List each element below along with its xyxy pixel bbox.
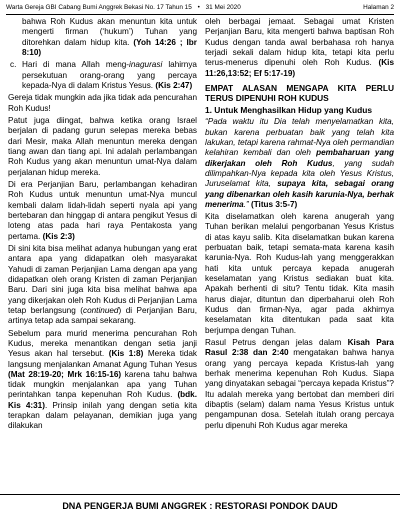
header-info [6,4,245,11]
scripture-ref: (Kis 2:47) [155,80,193,90]
scripture-ref: (Kis 2:3) [42,231,75,241]
text: Sebelum para murid menerima pencurahan Roh Kudus, mereka menantikan dengan setia janji Yesus akan hal tersebut. [8,328,197,359]
text: Rasul Petrus dengan jelas dalam [205,338,348,348]
paragraph [205,17,394,79]
scripture-ref: (Yoh 14:26 ; Ibr 8:10) [22,37,197,57]
paragraph [8,329,197,432]
page-footer: DNA PENGERJA BUMI ANGGREK : RESTORASI PONDOK DAUD [0,494,400,516]
text: Di sini kita bisa melihat adanya hubungan yang erat antara apa yang didapatkan oleh masyarakat Yahudi di zaman Perjanjian Lama dengan apa yang didapatkan oleh orang Kristen di zaman Perjanjian Baru. Dari sini juga kita bisa melihat bahwa apa yang dikerjakan oleh Roh Kudus di Perjanjian Lama tetap berlangsung ( [8,243,197,315]
text: , yang sudah dilimpahkan-Nya kepada kita oleh Yesus Kristus, Juruselamat kita, [205,158,394,189]
text: karena tahu bahwa tidak mungkin menjalankan apa yang Tuhan perintahkan tanpa kepenuhan Roh Kudus. [8,369,198,400]
bible-quote [205,117,394,210]
section-heading: EMPAT ALASAN MENGAPA KITA PERLU TERUS DIPENUHI ROH KUDUS [205,82,394,104]
text: Hari di mana Allah meng- [22,60,130,70]
list-marker: c. [10,60,17,70]
scripture-ref: Kisah Para Rasul 2:38 dan 2:40 [205,338,394,358]
paragraph [8,180,197,242]
scripture-ref: (Titus 3:5-7) [250,199,298,209]
text: Di era Perjanjian Baru, perlambangan kehadiran Roh Kudus untuk menuntun umat-Nya muncul kembali dalam lidah-lidah seperti nyala api yang bertebaran dan hinggap di antara pengikut Yesus di loteng atas pada hari raya Pentakosta yang pertama. [8,179,197,241]
paragraph: Gereja tidak mungkin ada jika tidak ada pencurahan Roh Kudus! [8,93,197,113]
scripture-ref: (Kis 11:26,13:52; Ef 5:17-19) [205,58,394,78]
italic-term: continued [82,305,119,315]
text: Mereka tidak langsung menjalankan Amanat Agung Tuhan Yesus [8,349,197,369]
emphasis: supaya kita, sebagai orang yang dibenarkan oleh kasih karunia-Nya, berhak menerima [205,179,394,209]
paragraph [8,244,197,327]
text: . Prinsip inilah yang dengan setia kita terapkan dalam pelayanan, demikian juga yang dilakukan [8,400,197,431]
text: bahwa Roh Kudus akan menuntun kita untuk mengerti firman (‘hukum’) Tuhan yang ditorehkan dalam hidup kita. [22,17,197,47]
text: ) di Perjanjian Baru, artinya tetap ada sampai sekarang. [8,305,197,326]
scripture-ref: (Mat 28:19-20; Mrk 16:15-16) [8,369,122,379]
right-column [205,17,394,433]
page-header [6,0,394,15]
scripture-ref: (bdk. Kis 4:31) [8,390,197,410]
text: lahirnya persekutuan orang-orang yang percaya kepada-Nya di dalam Kristus Yesus. [22,60,197,90]
subsection-heading: 1. Untuk Menghasilkan Hidup yang Kudus [205,105,373,116]
emphasis: pembaharuan yang dikerjakan oleh Roh Kudus [205,148,394,168]
left-column [8,17,197,434]
paragraph: Kita diselamatkan oleh karena anugerah yang Tuhan berikan melalui pengorbanan Yesus Kristus di atas kayu salib. Kita diselamatkan bukan karena perbuatan baik, tetapi semata-mata karena kasih karunia-Nya. Roh Kudus-lah yang menggerakkan hati kita untuk percaya kepada anugerah keselamatan yang Kristus sediakan buat kita. Apakah berhenti di situ? Tentu tidak. Kita masih harus diajar, dituntun dan diperbaharui oleh Roh Kudus dan firman-Nya, agar pada akhirnya keselamatan kita ditentukan pada saat kita berjumpa dengan Tuhan. [205,212,394,335]
text: oleh berbagai jemaat. Sebagai umat Kristen Perjanjian Baru, kita mengerti bahwa baptisan Roh Kudus dengan tanda awal berbahasa roh hanya terjadi sekali dalam hidup kita, tetapi kita perlu terus-menerus dipenuhi oleh Roh Kudus. [205,17,394,68]
text: .” [243,199,251,209]
paragraph [8,17,197,58]
page-number: Halaman 2 [363,3,394,11]
text: “Pada waktu itu Dia telah menyelamatkan kita, bukan karena perbuatan baik yang telah kita lakukan, tetapi karena rahmat-Nya oleh permandian kelahiran kembali dan oleh [205,117,394,158]
separator-dot: • [197,3,200,11]
paragraph [205,338,394,431]
paragraph: Patut juga diingat, bahwa ketika orang Israel berjalan di padang gurun selepas mereka bebas dari Mesir, maka Allah menuntun mereka dengan tiang awan dan tiang api. Ini adalah perlambangan Roh Kudus yang akan menuntun umat-Nya dalam perjalanan hidup mereka. [8,115,197,177]
text: mengatakan bahwa hanya orang yang percaya kepada Kristus-lah yang berhak menerima kepenuhan Roh Kudus. Siapa yang dinyatakan sebagai “percaya kepada Kristus”? Itu adalah mereka yang bertobat dan memberi diri dibaptis (selam) dalam nama Yesus Kristus untuk pengampunan dosa. Setelah itulah orang percaya perlu dipenuhi Roh Kudus agar mereka [205,348,394,430]
scripture-ref: (Kis 1:8) [108,349,144,359]
bulletin-date: 31 Mei 2020 [205,3,241,11]
list-item-c [8,60,197,91]
bulletin-title: Warta Gereja GBI Cabang Bumi Anggrek Bekasi No. 17 Tahun 15 [6,3,192,11]
italic-term: inagurasi [129,60,163,70]
